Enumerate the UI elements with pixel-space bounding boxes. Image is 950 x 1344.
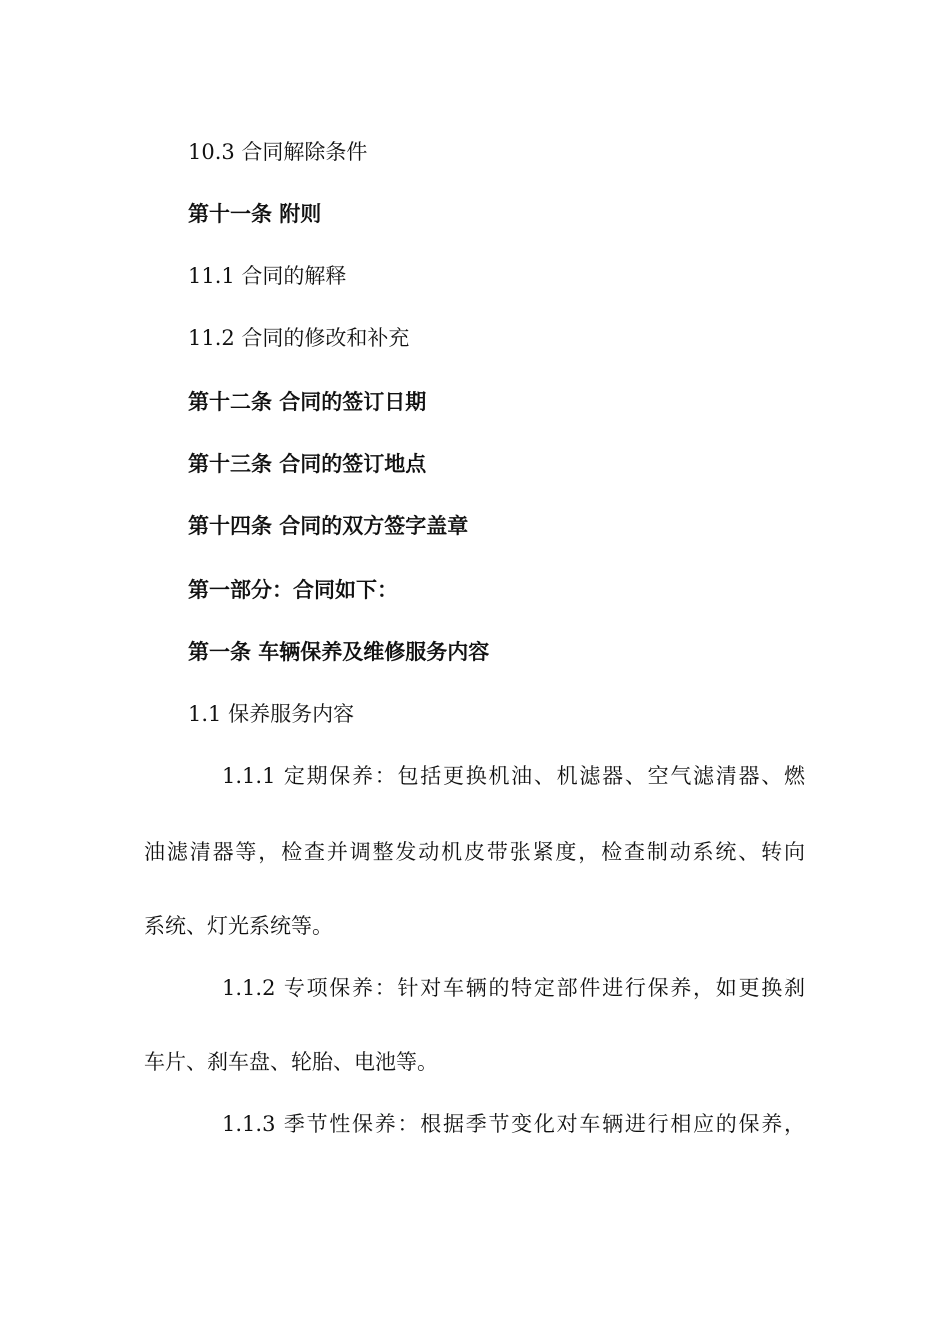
clause-1-1-2-line-1: 1.1.2 专项保养：针对车辆的特定部件进行保养，如更换刹 bbox=[222, 976, 805, 1000]
clause-11-2: 11.2 合同的修改和补充 bbox=[188, 326, 410, 350]
clause-1-1-3-line-1: 1.1.3 季节性保养：根据季节变化对车辆进行相应的保养， bbox=[222, 1112, 805, 1136]
clause-1-1-1-line-3: 系统、灯光系统等。 bbox=[144, 914, 333, 938]
article-1-heading: 第一条 车辆保养及维修服务内容 bbox=[188, 640, 490, 664]
article-11-heading: 第十一条 附则 bbox=[188, 202, 322, 226]
clause-11-1: 11.1 合同的解释 bbox=[188, 264, 347, 288]
clause-10-3: 10.3 合同解除条件 bbox=[188, 140, 368, 164]
article-13-heading: 第十三条 合同的签订地点 bbox=[188, 452, 427, 476]
clause-1-1-2-line-2: 车片、刹车盘、轮胎、电池等。 bbox=[144, 1050, 438, 1074]
clause-1-1: 1.1 保养服务内容 bbox=[188, 702, 355, 726]
article-14-heading: 第十四条 合同的双方签字盖章 bbox=[188, 514, 469, 538]
article-12-heading: 第十二条 合同的签订日期 bbox=[188, 390, 427, 414]
clause-1-1-1-line-1: 1.1.1 定期保养：包括更换机油、机滤器、空气滤清器、燃 bbox=[222, 764, 805, 788]
part-one-heading: 第一部分：合同如下： bbox=[188, 578, 398, 602]
clause-1-1-1-line-2: 油滤清器等，检查并调整发动机皮带张紧度，检查制动系统、转向 bbox=[144, 840, 805, 864]
